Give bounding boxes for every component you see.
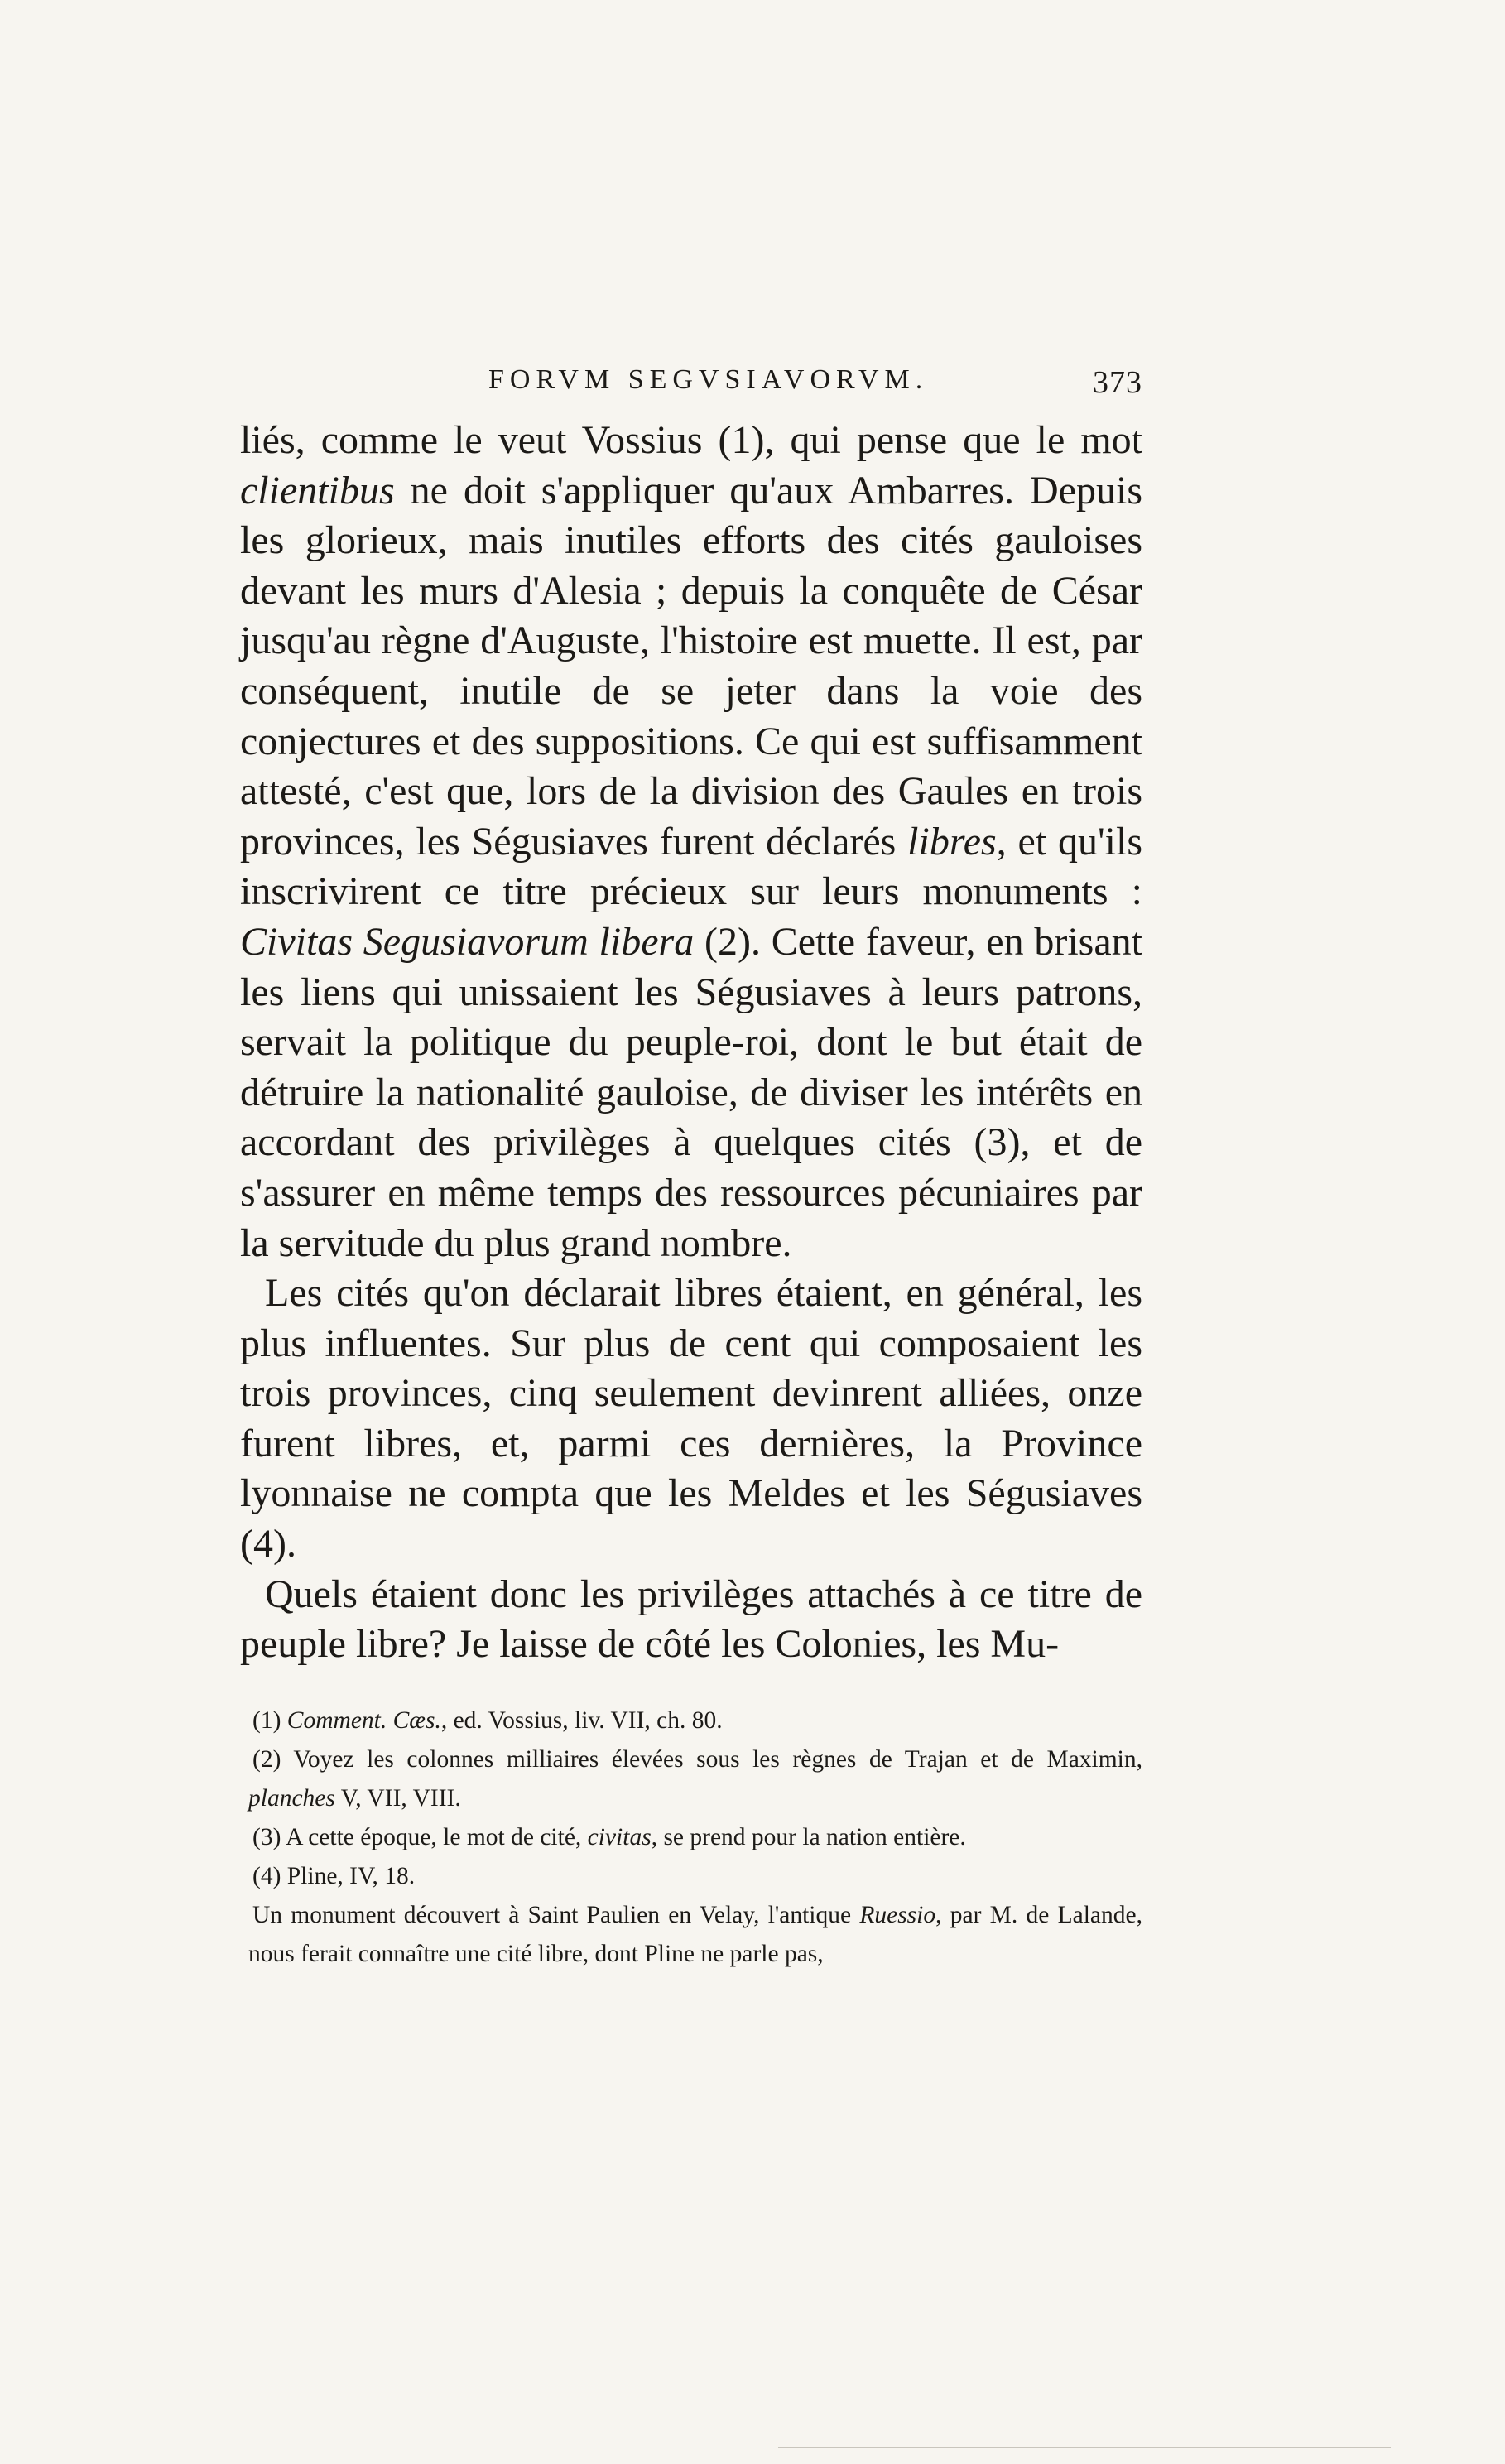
footnote-3-rest: , se prend pour la nation entière. <box>651 1824 966 1850</box>
paragraph-1-text-e: , et qu'ils inscrivirent ce titre précieux sur leurs monuments : <box>240 819 1143 914</box>
footnote-1-title: Comment. Cæs. <box>286 1707 441 1734</box>
paragraph-2: Les cités qu'on déclarait libres étaient, en général, les plus influentes. Sur plus de cent qui composaient les trois provinces, cinq seulement devinrent alliées, onze furent libres, et, parmi ces dernières, la Province lyonnaise ne compta que les Meldes et les Ségusiaves (4). <box>240 1271 1142 1566</box>
footnote-3-italic: civitas <box>587 1824 652 1850</box>
footnote-5-text: Un monument découvert à Saint Paulien en Velay, l'antique <box>252 1902 860 1928</box>
footnote-1 <box>248 1701 1142 1740</box>
footnote-2 <box>248 1740 1142 1818</box>
footnotes <box>248 1701 1142 1974</box>
main-text <box>240 416 1142 1670</box>
page-number: 373 <box>1093 365 1142 400</box>
footnote-5-rest: , par M. de Lalande, nous ferait connaître une cité libre, dont Pline ne parle pas, <box>248 1902 1142 1967</box>
footnote-5-italic: Ruessio <box>859 1902 936 1928</box>
footnote-3-text: (3) A cette époque, le mot de cité, <box>252 1824 588 1850</box>
paragraph-1-text-g: (2). Cette faveur, en brisant les liens qui unissaient les Ségusiaves à leurs patrons, servait la politique du peuple-roi, dont le but était de détruire la nationalité gauloise, de diviser les intérêts en accordant des privilèges à quelques cités (3), et de s'assurer en même temps des ressources pécuniaires par la servitude du plus grand nombre. <box>240 919 1142 1265</box>
italic-inscription: Civitas Segusiavorum libera <box>240 919 695 964</box>
footnote-2-italic: planches <box>248 1785 335 1812</box>
footnote-2-rest: V, VII, VIII. <box>334 1785 461 1812</box>
paragraph-3: Quels étaient donc les privilèges attachés à ce titre de peuple libre? Je laisse de côté les Colonies, les Mu- <box>240 1571 1142 1667</box>
footnote-3 <box>248 1818 1142 1857</box>
running-title: FORVM SEGVSIAVORVM. <box>488 364 929 395</box>
footnote-1-rest: , ed. Vossius, liv. VII, ch. 80. <box>440 1707 723 1734</box>
paragraph-1-text-c: ne doit s'appliquer qu'aux Ambarres. Depuis les glorieux, mais inutiles efforts des cités gauloises devant les murs d'Alesia ; depuis la conquête de César jusqu'au règne d'Auguste, l'histoire est muette. Il est, par conséquent, inutile de se jeter dans la voie des conjectures et des suppositions. Ce qui est suffisamment attesté, c'est que, lors de la division des Gaules en trois provinces, les Ségusiaves furent déclarés <box>240 468 1142 864</box>
footnote-1-mark: (1) <box>252 1707 287 1734</box>
paragraph-1-text-a: liés, comme le veut Vossius (1), qui pense que le mot <box>240 418 1142 462</box>
page-header <box>240 364 1142 414</box>
italic-clientibus: clientibus <box>240 468 395 513</box>
paragraph-1 <box>240 416 1142 1268</box>
bottom-rule <box>778 2447 1391 2448</box>
footnote-continuation <box>248 1896 1142 1974</box>
italic-libres: libres <box>907 819 997 864</box>
footnote-2-text: (2) Voyez les colonnes milliaires élevées sous les règnes de Trajan et de Maximin, <box>252 1746 1142 1773</box>
footnote-4: (4) Pline, IV, 18. <box>252 1863 416 1889</box>
